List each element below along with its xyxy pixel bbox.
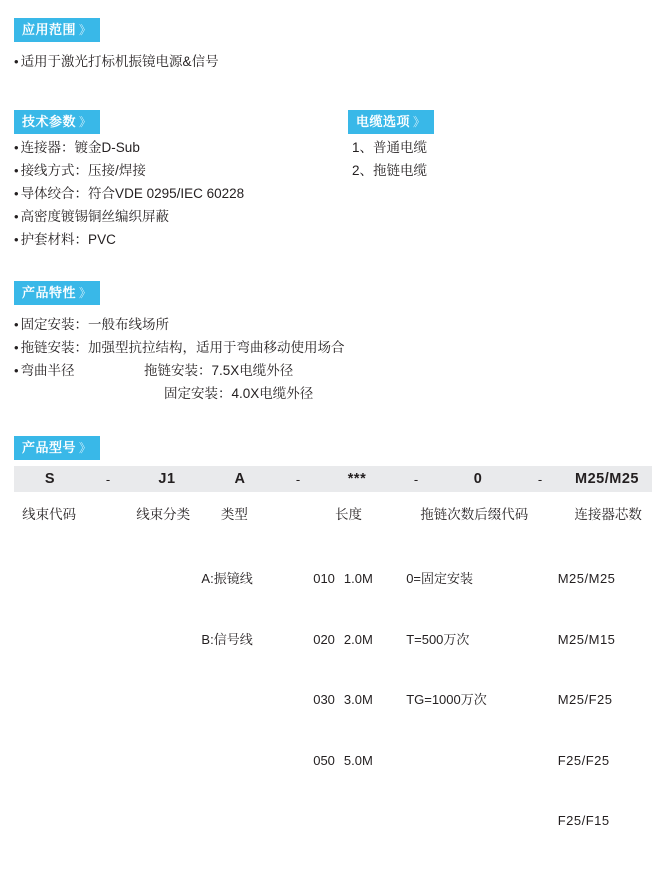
length-value-2: 3.0M xyxy=(343,692,373,708)
connector-option-3: F25/F25 xyxy=(557,752,610,768)
bullet-icon: • xyxy=(14,186,19,201)
section-header-model xyxy=(14,436,100,460)
code-cell-type: A xyxy=(234,471,246,487)
connector-options xyxy=(558,529,652,871)
drag-option-0: 0=固定安装 xyxy=(406,571,474,587)
code-cell-connector: M25/M25 xyxy=(575,471,639,487)
type-option-1: B:信号线 xyxy=(201,631,253,647)
badge-features: 产品特性 》 xyxy=(14,281,100,305)
code-dash-3: - xyxy=(413,471,419,487)
header-connector-pins: 连接器芯数 xyxy=(574,507,642,522)
length-option-2 xyxy=(302,690,383,710)
section-header-features xyxy=(14,281,100,305)
code-dash-2: - xyxy=(295,471,301,487)
length-code-2: 030 xyxy=(313,692,335,708)
badge-cable-options: 电缆选项 》 xyxy=(348,110,434,134)
chevron-right-icon: 》 xyxy=(79,23,92,37)
length-code-3: 050 xyxy=(313,752,335,768)
length-option-1 xyxy=(302,630,383,650)
model-number-table xyxy=(14,466,652,871)
scope-item-0: • 适用于激光打标机振镜电源&信号 xyxy=(14,54,219,69)
code-cell-drag: 0 xyxy=(473,471,483,487)
drag-option-2: TG=1000万次 xyxy=(406,692,487,708)
drag-options xyxy=(406,529,546,871)
code-cell-length: *** xyxy=(347,471,367,487)
code-cell-category: J1 xyxy=(158,471,176,487)
header-length: 长度 xyxy=(334,507,362,522)
connector-option-4: F25/F15 xyxy=(557,812,610,828)
header-harness-category: 线束分类 xyxy=(136,507,191,522)
tech-item-3: • 高密度镀锡铜丝编织屏蔽 xyxy=(14,209,170,224)
length-value-3: 5.0M xyxy=(343,752,373,768)
bullet-icon: • xyxy=(14,163,19,178)
length-option-0 xyxy=(302,569,383,589)
header-type: 类型 xyxy=(220,507,248,522)
model-header-row xyxy=(14,503,652,523)
tech-item-2: • 导体绞合：符合VDE 0295/IEC 60228 xyxy=(14,186,245,201)
bend-radius-line-0: 拖链安装：7.5X电缆外径 xyxy=(144,363,294,378)
model-body-row xyxy=(14,529,652,871)
bend-radius-line-1: 固定安装：4.0X电缆外径 xyxy=(164,386,314,401)
chevron-right-icon: 》 xyxy=(413,115,426,129)
chevron-right-icon: 》 xyxy=(79,286,92,300)
length-code-0: 010 xyxy=(313,571,335,587)
feature-item-1: • 拖链安装：加强型抗拉结构，适用于弯曲移动使用场合 xyxy=(14,340,345,355)
connector-option-0: M25/M25 xyxy=(557,571,616,587)
feature-item-2: • 弯曲半径 xyxy=(14,363,75,378)
code-dash-1: - xyxy=(105,471,111,487)
tech-item-4: • 护套材料：PVC xyxy=(14,232,116,247)
length-value-0: 1.0M xyxy=(343,571,373,587)
header-harness-code: 线束代码 xyxy=(22,507,77,522)
model-code-row xyxy=(14,466,652,492)
code-dash-4: - xyxy=(537,471,543,487)
length-code-1: 020 xyxy=(313,631,335,647)
connector-option-2: M25/F25 xyxy=(557,692,613,708)
bullet-icon: • xyxy=(14,317,19,332)
bullet-icon: • xyxy=(14,232,19,247)
code-cell-harness: S xyxy=(44,471,56,487)
cable-option-1: 2、拖链电缆 xyxy=(352,163,428,178)
bullet-icon: • xyxy=(14,363,19,378)
tech-item-0: • 连接器：镀金D-Sub xyxy=(14,140,140,155)
section-header-cable-options xyxy=(348,110,434,134)
bullet-icon: • xyxy=(14,54,19,69)
bullet-icon: • xyxy=(14,209,19,224)
chevron-right-icon: 》 xyxy=(79,115,92,129)
tech-item-1: • 接线方式：压接/焊接 xyxy=(14,163,146,178)
badge-tech: 技术参数 》 xyxy=(14,110,100,134)
chevron-right-icon: 》 xyxy=(79,441,92,455)
length-value-1: 2.0M xyxy=(343,631,373,647)
connector-option-1: M25/M15 xyxy=(557,631,616,647)
bullet-icon: • xyxy=(14,340,19,355)
length-options xyxy=(302,529,383,871)
type-options xyxy=(193,529,261,871)
feature-item-0: • 固定安装：一般布线场所 xyxy=(14,317,170,332)
bullet-icon: • xyxy=(14,140,19,155)
drag-option-1: T=500万次 xyxy=(406,631,470,647)
length-option-3 xyxy=(302,751,383,771)
badge-model: 产品型号 》 xyxy=(14,436,100,460)
badge-scope: 应用范围 》 xyxy=(14,18,100,42)
section-header-scope xyxy=(14,18,100,42)
section-header-tech xyxy=(14,110,100,134)
cable-option-0: 1、普通电缆 xyxy=(352,140,428,155)
header-drag-count: 拖链次数后缀代码 xyxy=(420,507,529,522)
type-option-0: A:振镜线 xyxy=(201,571,253,587)
